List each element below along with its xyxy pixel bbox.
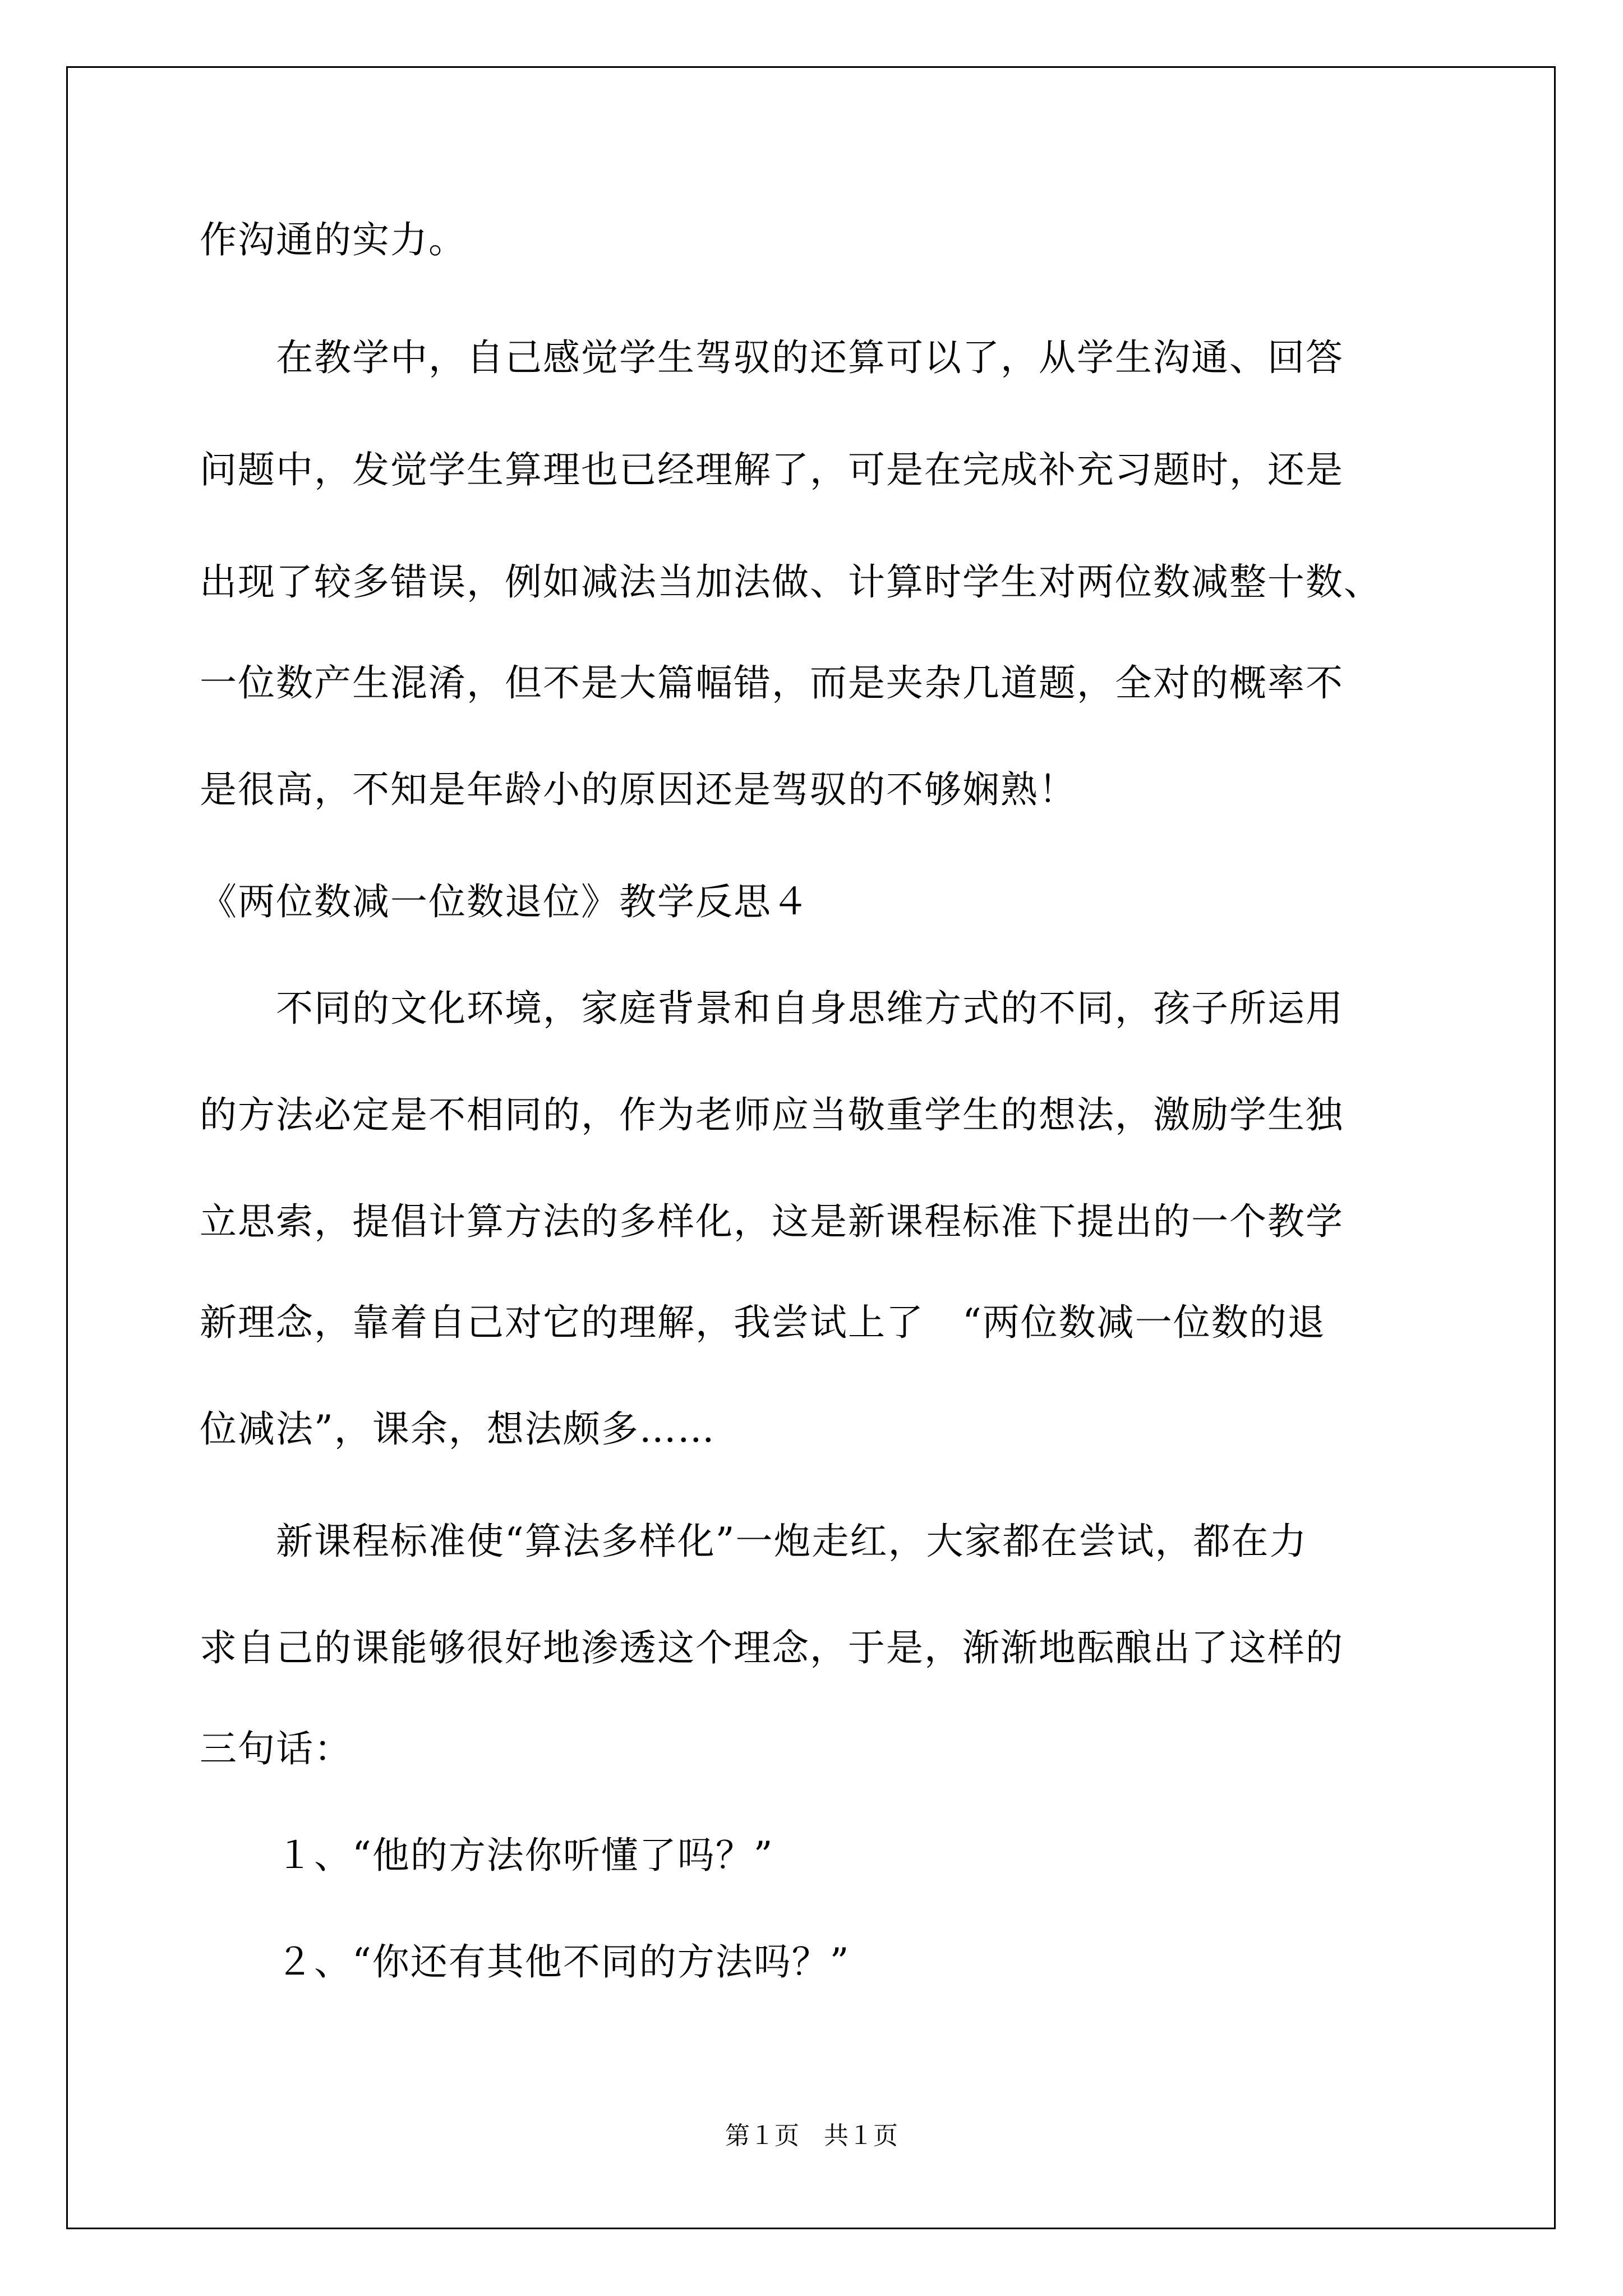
text-line: 出现了较多错误，例如减法当加法做、计算时学生对两位数减整十数、 (200, 560, 1382, 604)
list-item: １、“他的方法你听懂了吗？” (200, 1834, 774, 1877)
text-line: 三句话： (200, 1727, 352, 1770)
text-line: 不同的文化环境，家庭背景和自身思维方式的不同，孩子所运用 (200, 987, 1344, 1030)
list-item: ２、“你还有其他不同的方法吗？” (200, 1940, 850, 1984)
text-line: 求自己的课能够很好地渗透这个理念，于是，渐渐地酝酿出了这样的 (200, 1626, 1344, 1669)
text-line: 问题中，发觉学生算理也已经理解了，可是在完成补充习题时，还是 (200, 448, 1344, 491)
page-footer (0, 2120, 1623, 2152)
text-line: 是很高，不知是年龄小的原因还是驾驭的不够娴熟！ (200, 768, 1077, 811)
text-line: 立思索，提倡计算方法的多样化，这是新课程标准下提出的一个教学 (200, 1200, 1344, 1243)
section-heading: 《两位数减一位数退位》教学反思４ (200, 880, 810, 923)
page-border (66, 66, 1556, 2229)
text-line: 位减法”，课余，想法颇多…… (200, 1407, 716, 1451)
text-line: 一位数产生混淆，但不是大篇幅错，而是夹杂几道题，全对的概率不 (200, 661, 1344, 705)
page-total: 共１页 (824, 2122, 898, 2150)
text-line: 新课程标准使“算法多样化”一炮走红，大家都在尝试，都在力 (200, 1520, 1308, 1563)
text-line: 的方法必定是不相同的，作为老师应当敬重学生的想法，激励学生独 (200, 1093, 1344, 1137)
text-line: 作沟通的实力。 (200, 218, 467, 261)
text-line: 新理念，靠着自己对它的理解，我尝试上了 “两位数减一位数的退 (200, 1301, 1326, 1344)
page-number: 第１页 (725, 2122, 799, 2150)
text-line: 在教学中，自己感觉学生驾驭的还算可以了，从学生沟通、回答 (200, 336, 1344, 379)
